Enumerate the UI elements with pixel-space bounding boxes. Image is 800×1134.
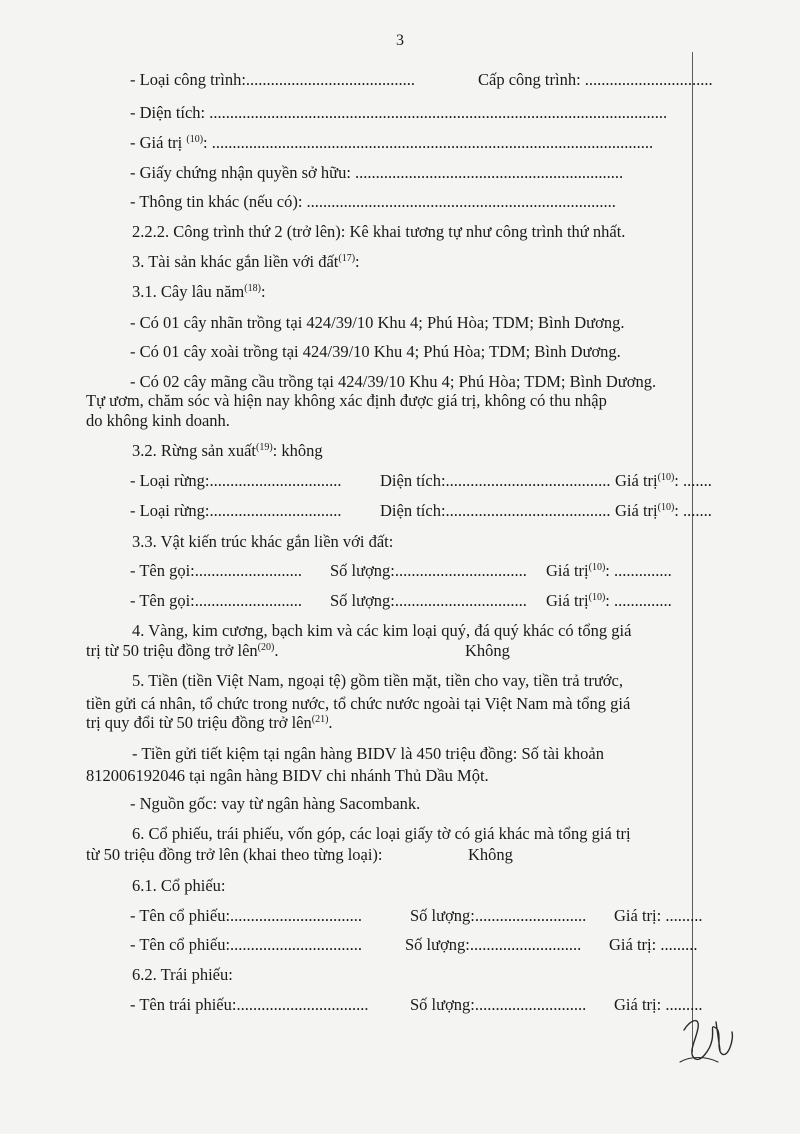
section-6-2-title: 6.2. Trái phiếu:: [132, 965, 233, 984]
structure-name-label: - Tên gọi:..........................: [130, 591, 303, 610]
forest-area-label: Diện tích:........................................: [380, 501, 611, 520]
stock-qty-label: Số lượng:...........................: [410, 906, 587, 925]
forest-value-label: Giá trị$^{(10)}$: .......: [615, 471, 712, 490]
section-6-text-1: 6. Cổ phiếu, trái phiếu, vốn góp, các loại giấy tờ có giá khác mà tổng giá trị: [132, 824, 631, 843]
footnote-ref: (10): [657, 472, 675, 483]
section-4-text-1: 4. Vàng, kim cương, bạch kim và các kim loại quý, đá quý khác có tổng giá: [132, 621, 632, 640]
stock-qty-label: Số lượng:...........................: [405, 935, 582, 954]
savings-text-1: - Tiền gửi tiết kiệm tại ngân hàng BIDV là 450 triệu đồng: Số tài khoản: [132, 744, 604, 763]
bond-value-label: Giá trị: .........: [614, 995, 703, 1014]
construction-type-label: - Loại công trình:.........................................: [130, 70, 416, 89]
page-number: 3: [396, 32, 404, 49]
structure-value-label: Giá trị$^{(10)}$: ..............: [546, 561, 672, 580]
section-6-1-title: 6.1. Cổ phiếu:: [132, 876, 226, 895]
forest-value-label: Giá trị$^{(10)}$: .......: [615, 501, 712, 520]
other-info-label: - Thông tin khác (nếu có): ...........................................................................: [130, 192, 616, 211]
forest-type-label: - Loại rừng:................................: [130, 501, 342, 520]
footnote-ref: (19): [255, 442, 273, 453]
section-6-answer: Không: [468, 845, 513, 864]
footnote-ref: (10): [588, 562, 606, 573]
section-2-2-2-text: 2.2.2. Công trình thứ 2 (trở lên): Kê khai tương tự như công trình thứ nhất.: [132, 222, 626, 241]
section-3-3-title: 3.3. Vật kiến trúc khác gắn liền với đất:: [132, 532, 394, 551]
section-3-1-title: 3.1. Cây lâu năm$^{(18)}$:: [132, 282, 266, 301]
structure-qty-label: Số lượng:................................: [330, 591, 527, 610]
tree-note-text-2: do không kinh doanh.: [86, 411, 230, 430]
section-5-text-1: 5. Tiền (tiền Việt Nam, ngoại tệ) gồm tiền mặt, tiền cho vay, tiền trả trước,: [132, 671, 623, 690]
section-5-text-2: tiền gửi cá nhân, tổ chức trong nước, tổ chức nước ngoài tại Việt Nam mà tổng giá: [86, 694, 631, 713]
bond-name-label: - Tên trái phiếu:................................: [130, 995, 369, 1014]
stock-name-label: - Tên cổ phiếu:................................: [130, 935, 363, 954]
footnote-ref: (18): [244, 283, 261, 294]
stock-value-label: Giá trị: .........: [609, 935, 698, 954]
forest-type-label: - Loại rừng:................................: [130, 471, 342, 490]
structure-qty-label: Số lượng:................................: [330, 561, 527, 580]
footnote-ref: (20): [257, 642, 275, 653]
section-3-title: 3. Tài sản khác gắn liền với đất$^{(17)}$:: [132, 252, 360, 271]
tree-item-longan-text: - Có 01 cây nhãn trồng tại 424/39/10 Khu 4; Phú Hòa; TDM; Bình Dương.: [130, 313, 625, 332]
tree-item-mango-text: - Có 01 cây xoài trồng tại 424/39/10 Khu 4; Phú Hòa; TDM; Bình Dương.: [130, 342, 621, 361]
tree-item-custard-apple-text: - Có 02 cây mãng cầu trồng tại 424/39/10 Khu 4; Phú Hòa; TDM; Bình Dương.: [130, 372, 657, 391]
structure-value-label: Giá trị$^{(10)}$: ..............: [546, 591, 672, 610]
section-3-2-title: 3.2. Rừng sản xuất$^{(19)}$: không: [132, 441, 323, 460]
value-label: - Giá trị $^{(10)}$: ...........................................................................................................: [130, 133, 654, 152]
handwritten-initials-signature: [676, 1010, 746, 1080]
bond-qty-label: Số lượng:...........................: [410, 995, 587, 1014]
ownership-cert-label: - Giấy chứng nhận quyền sở hữu: .................................................................: [130, 163, 624, 182]
footnote-ref: (10): [588, 592, 606, 603]
forest-area-label: Diện tích:........................................: [380, 471, 611, 490]
section-4-text-2: trị từ 50 triệu đồng trở lên$^{(20)}$.: [86, 641, 279, 660]
stock-value-label: Giá trị: .........: [614, 906, 703, 925]
footnote-ref: (21): [311, 714, 329, 725]
footnote-ref: (10): [657, 502, 675, 513]
construction-grade-label: Cấp công trình: ...............................: [478, 70, 713, 89]
origin-text: - Nguồn gốc: vay từ ngân hàng Sacombank.: [130, 794, 421, 813]
footnote-ref: (10): [186, 134, 204, 145]
stock-name-label: - Tên cổ phiếu:................................: [130, 906, 363, 925]
section-6-text-2: từ 50 triệu đồng trở lên (khai theo từng loại):: [86, 845, 383, 864]
structure-name-label: - Tên gọi:..........................: [130, 561, 303, 580]
tree-note-text-1: Tự ươm, chăm sóc và hiện nay không xác định được giá trị, không có thu nhập: [86, 391, 607, 410]
area-label: - Diện tích: ...............................................................................................................: [130, 103, 668, 122]
section-5-text-3: trị quy đổi từ 50 triệu đồng trở lên$^{(21)}$.: [86, 713, 333, 732]
section-4-answer: Không: [465, 641, 510, 660]
footnote-ref: (17): [338, 253, 356, 264]
vertical-margin-line: [692, 52, 693, 1052]
savings-text-2: 812006192046 tại ngân hàng BIDV chi nhánh Thủ Dầu Một.: [86, 766, 489, 785]
